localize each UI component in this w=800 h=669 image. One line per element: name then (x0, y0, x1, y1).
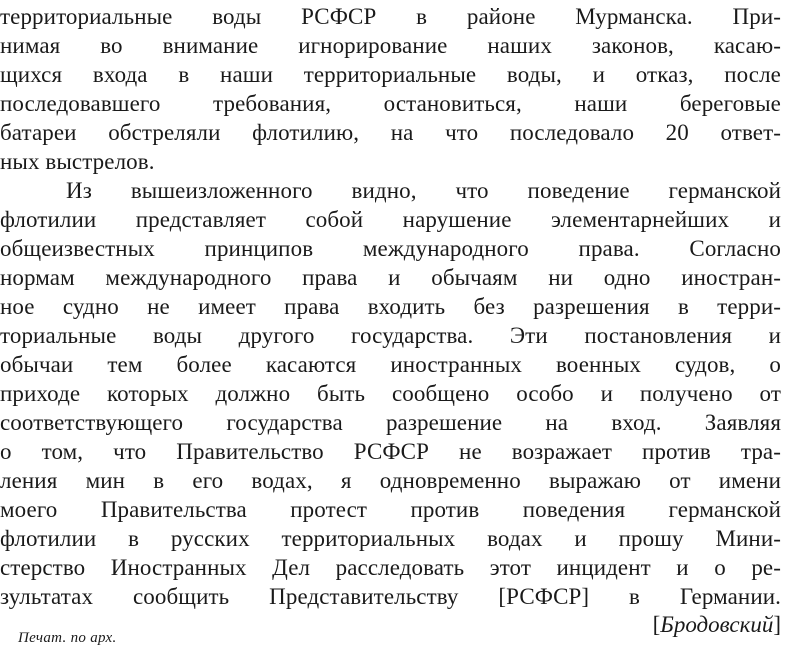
signature: [Бродовский] (652, 612, 781, 637)
text-line: батареи обстреляли флотилию, на что последовало 20 ответ- (0, 120, 781, 145)
text-line: общеизвестных принципов международного права. Согласно (0, 236, 781, 261)
text-line: стерство Иностранных Дел расследовать этот инцидент и о ре- (0, 555, 781, 580)
text-line: нормам международного права и обычаям ни одно иностран- (0, 265, 781, 290)
text-line: нимая во внимание игнорирование наших законов, касаю- (0, 33, 781, 58)
text-line: ных выстрелов. (0, 149, 155, 174)
text-line: приходе которых должно быть сообщено особо и получено от (0, 381, 781, 406)
text-line: о том, что Правительство РСФСР не возражает против тра- (0, 439, 781, 464)
text-line: последовавшего требования, остановиться, наши береговые (0, 91, 781, 116)
text-line: ления мин в его водах, я одновременно выражаю от имени (0, 468, 781, 493)
text-line: ное судно не имеет права входить без разрешения в терри- (0, 294, 781, 319)
text-line: моего Правительства протест против поведения германской (0, 497, 781, 522)
signature-name: Бродовский (660, 612, 774, 637)
text-line (0, 0, 781, 1)
text-line: флотилии в русских территориальных водах и прошу Мини- (0, 526, 781, 551)
text-line: флотилии представляет собой нарушение элементарнейших и (0, 207, 781, 232)
text-line: ториальные воды другого государства. Эти постановления и (0, 323, 781, 348)
paragraph-first-line: Из вышеизложенного видно, что поведение германской (66, 178, 781, 203)
text-line-last: зультатах сообщить Представительству [РСФСР] в Германии. (0, 584, 781, 609)
text-line: обычаи тем более касаются иностранных военных судов, о (0, 352, 781, 377)
text-line: соответствующего государства разрешение на вход. Заявляя (0, 410, 781, 435)
text-line: щихся входа в наши территориальные воды, и отказ, после (0, 62, 781, 87)
text-line: территориальные воды РСФСР в районе Мурманска. При- (0, 4, 781, 29)
source-note: Печат. по арх. (18, 630, 117, 646)
